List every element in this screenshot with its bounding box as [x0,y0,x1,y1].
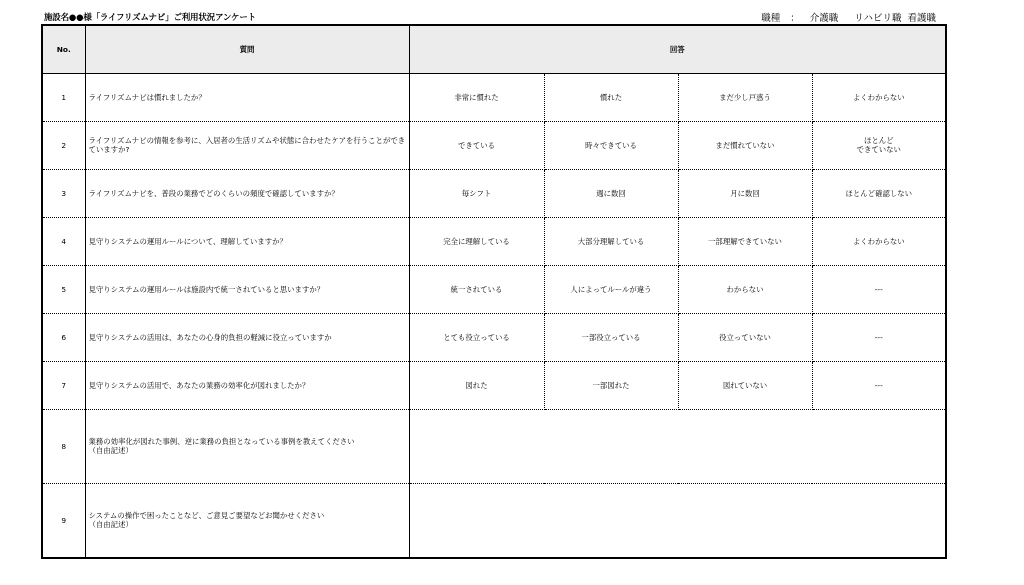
answer-option[interactable]: 図れた [409,361,544,409]
row-number: 5 [42,265,85,313]
job-type-line [761,10,936,24]
row-number: 7 [42,361,85,409]
row-number: 9 [42,483,85,558]
answer-option[interactable]: わからない [678,265,812,313]
answer-option[interactable]: 時々できている [544,121,678,169]
survey-table [41,24,947,559]
survey-title: 施設名●●様「ライフリズムナビ」ご利用状況アンケート [44,13,256,23]
row-number: 1 [42,73,85,121]
table-row [42,217,946,265]
answer-option[interactable]: 人によってルールが違う [544,265,678,313]
header-no: No. [42,25,85,73]
answer-option[interactable]: 完全に理解している [409,217,544,265]
free-answer-cell[interactable] [409,409,946,483]
free-answer-cell[interactable] [409,483,946,558]
question-text: 業務の効率化が図れた事例、逆に業務の負担となっている事例を教えてください （自由記述） [85,409,409,483]
question-text: ライフリズムナビは慣れましたか？ [85,73,409,121]
job-type-separator: ： [790,13,800,24]
header-answer: 回答 [409,25,946,73]
header-question: 質問 [85,25,409,73]
question-text: 見守りシステムの活用で、あなたの業務の効率化が図れましたか？ [85,361,409,409]
answer-option[interactable]: --- [812,361,946,409]
table-row [42,169,946,217]
row-number: 3 [42,169,85,217]
table-row [42,73,946,121]
answer-option[interactable]: 慣れた [544,73,678,121]
question-text: 見守りシステムの活用は、あなたの心身的負担の軽減に役立っていますか [85,313,409,361]
table-row [42,265,946,313]
table-row [42,121,946,169]
answer-option[interactable]: 毎シフト [409,169,544,217]
job-type-care: 介護職 [809,13,839,24]
answer-option[interactable]: --- [812,313,946,361]
answer-option[interactable]: 統一されている [409,265,544,313]
row-number: 6 [42,313,85,361]
answer-option[interactable]: ほとんど確認しない [812,169,946,217]
table-row [42,483,946,558]
answer-option[interactable]: まだ慣れていない [678,121,812,169]
answer-option[interactable]: 図れていない [678,361,812,409]
question-text: ライフリズムナビの情報を参考に、入居者の生活リズムや状態に合わせたケアを行うことができていますか? [85,121,409,169]
question-text: 見守りシステムの運用ルールについて、理解していますか？ [85,217,409,265]
row-number: 4 [42,217,85,265]
answer-option[interactable]: 月に数回 [678,169,812,217]
question-text: システムの操作で困ったことなど、ご意見ご要望などお聞かせください （自由記述） [85,483,409,558]
answer-option[interactable]: 大部分理解している [544,217,678,265]
answer-option[interactable]: よくわからない [812,217,946,265]
row-number: 8 [42,409,85,483]
row-number: 2 [42,121,85,169]
job-type-nurse: 看護職 [907,13,936,24]
table-row [42,409,946,483]
answer-option[interactable]: 一部理解できていない [678,217,812,265]
table-row [42,361,946,409]
answer-option[interactable]: 一部役立っている [544,313,678,361]
job-type-label: 職種 [761,13,781,24]
job-type-rehab: リハビリ職 [854,13,902,24]
answer-option[interactable]: ほとんど できていない [812,121,946,169]
answer-option[interactable]: 週に数回 [544,169,678,217]
answer-option[interactable]: とても役立っている [409,313,544,361]
table-header-row [42,25,946,73]
answer-option[interactable]: 非常に慣れた [409,73,544,121]
answer-option[interactable]: よくわからない [812,73,946,121]
question-text: 見守りシステムの運用ルールは施設内で統一されていると思いますか？ [85,265,409,313]
answer-option[interactable]: --- [812,265,946,313]
table-row [42,313,946,361]
answer-option[interactable]: できている [409,121,544,169]
answer-option[interactable]: 役立っていない [678,313,812,361]
answer-option[interactable]: まだ少し戸惑う [678,73,812,121]
answer-option[interactable]: 一部図れた [544,361,678,409]
question-text: ライフリズムナビを、普段の業務でどのくらいの頻度で確認していますか？ [85,169,409,217]
